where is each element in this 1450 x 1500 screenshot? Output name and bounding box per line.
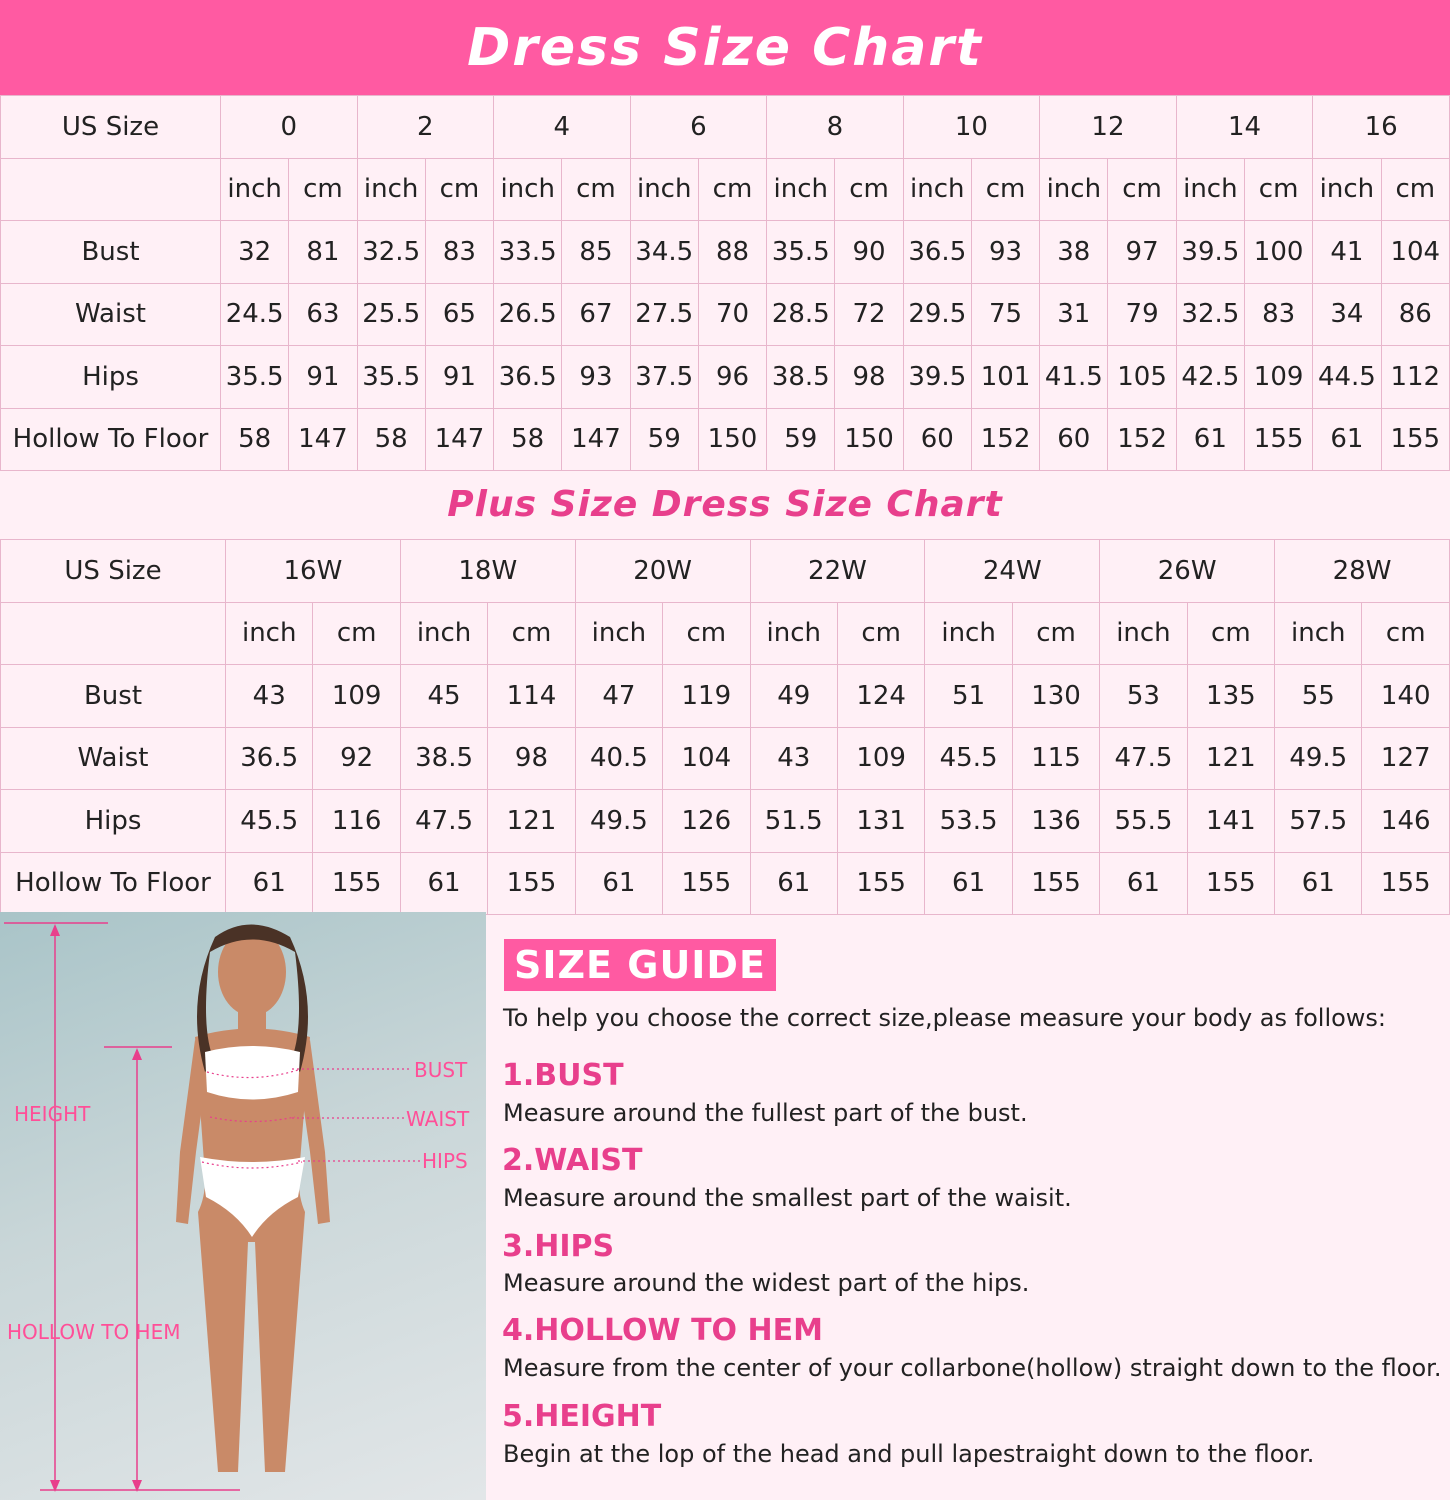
measurement-value: 51.5: [750, 790, 837, 853]
measurement-value: 32.5: [357, 221, 425, 284]
measurement-value: 32: [221, 221, 289, 284]
measurement-value: 155: [1244, 408, 1312, 471]
measurement-value: 47.5: [400, 790, 487, 853]
step-hips-title: 3.HIPS: [502, 1229, 615, 1264]
us-size-label: US Size: [1, 540, 226, 603]
measurement-label: Hollow To Floor: [1, 852, 226, 915]
size-guide-intro: To help you choose the correct size,please measure your body as follows:: [503, 1004, 1387, 1032]
measurement-value: 60: [1040, 408, 1108, 471]
measurement-value: 49.5: [575, 790, 662, 853]
title-banner: [0, 0, 1450, 96]
us-size-label: US Size: [1, 96, 221, 159]
size-header-cell: 26W: [1100, 540, 1275, 603]
measurement-value: 43: [750, 727, 837, 790]
unit-cm-cell: cm: [835, 158, 903, 221]
measurement-value: 31: [1040, 283, 1108, 346]
measurement-value: 32.5: [1176, 283, 1244, 346]
unit-row: [1, 602, 1450, 665]
measurement-value: 147: [562, 408, 630, 471]
measurement-value: 51: [925, 665, 1012, 728]
size-header-cell: 10: [903, 96, 1040, 159]
size-header-cell: 16: [1313, 96, 1450, 159]
size-guide-badge: SIZE GUIDE: [504, 939, 776, 991]
measurement-value: 45: [400, 665, 487, 728]
unit-cm-cell: cm: [837, 602, 924, 665]
measurement-value: 53.5: [925, 790, 1012, 853]
measurement-value: 121: [488, 790, 575, 853]
measurement-value: 57.5: [1275, 790, 1362, 853]
measurement-value: 61: [1176, 408, 1244, 471]
measurement-label: Waist: [1, 727, 226, 790]
measurement-value: 155: [663, 852, 750, 915]
measurement-value: 116: [313, 790, 400, 853]
measurement-value: 135: [1187, 665, 1274, 728]
measurement-value: 96: [698, 346, 766, 409]
measurement-value: 49.5: [1275, 727, 1362, 790]
measurement-row: [1, 727, 1450, 790]
measurement-value: 155: [313, 852, 400, 915]
measurement-value: 155: [1381, 408, 1449, 471]
measurement-value: 152: [971, 408, 1039, 471]
waist-label: WAIST: [406, 1107, 470, 1131]
size-header-cell: 18W: [400, 540, 575, 603]
measurement-figure: [0, 912, 486, 1500]
size-header-cell: 0: [221, 96, 358, 159]
unit-inch-cell: inch: [400, 602, 487, 665]
measurement-value: 37.5: [630, 346, 698, 409]
unit-row-spacer: [1, 158, 221, 221]
measurement-value: 61: [750, 852, 837, 915]
measurement-value: 79: [1108, 283, 1176, 346]
measurement-value: 42.5: [1176, 346, 1244, 409]
measurement-value: 98: [835, 346, 903, 409]
unit-inch-cell: inch: [1275, 602, 1362, 665]
measurement-value: 146: [1362, 790, 1450, 853]
unit-inch-cell: inch: [1176, 158, 1244, 221]
measurement-value: 126: [663, 790, 750, 853]
step-waist-desc: Measure around the smallest part of the waisit.: [503, 1184, 1072, 1212]
measurement-row: [1, 790, 1450, 853]
measurement-value: 98: [488, 727, 575, 790]
measurement-value: 93: [971, 221, 1039, 284]
measurement-value: 41.5: [1040, 346, 1108, 409]
plus-size-heading: [0, 470, 1450, 538]
unit-inch-cell: inch: [925, 602, 1012, 665]
unit-cm-cell: cm: [663, 602, 750, 665]
measurement-value: 147: [425, 408, 493, 471]
measurement-value: 91: [425, 346, 493, 409]
unit-inch-cell: inch: [226, 602, 313, 665]
measurement-value: 58: [221, 408, 289, 471]
size-header-cell: 4: [494, 96, 631, 159]
measurement-value: 44.5: [1313, 346, 1381, 409]
measurement-label: Bust: [1, 665, 226, 728]
unit-inch-cell: inch: [357, 158, 425, 221]
measurement-value: 155: [488, 852, 575, 915]
measurement-value: 61: [575, 852, 662, 915]
measurement-value: 43: [226, 665, 313, 728]
measurement-value: 127: [1362, 727, 1450, 790]
unit-cm-cell: cm: [1012, 602, 1099, 665]
measurement-value: 59: [630, 408, 698, 471]
measurement-value: 55.5: [1100, 790, 1187, 853]
measurement-value: 83: [425, 221, 493, 284]
unit-cm-cell: cm: [971, 158, 1039, 221]
measurement-value: 105: [1108, 346, 1176, 409]
size-guide: [486, 912, 1450, 1500]
size-header-row: [1, 540, 1450, 603]
unit-inch-cell: inch: [221, 158, 289, 221]
measurement-value: 27.5: [630, 283, 698, 346]
measurement-value: 67: [562, 283, 630, 346]
measurement-value: 114: [488, 665, 575, 728]
size-header-cell: 2: [357, 96, 494, 159]
measurement-value: 28.5: [767, 283, 835, 346]
size-header-cell: 16W: [226, 540, 401, 603]
unit-inch-cell: inch: [1040, 158, 1108, 221]
size-header-cell: 24W: [925, 540, 1100, 603]
measurement-value: 38.5: [767, 346, 835, 409]
measurement-value: 104: [663, 727, 750, 790]
measurement-value: 55: [1275, 665, 1362, 728]
height-label: HEIGHT: [14, 1102, 91, 1126]
measurement-value: 38: [1040, 221, 1108, 284]
measurement-value: 61: [1275, 852, 1362, 915]
measurement-value: 70: [698, 283, 766, 346]
measurement-value: 58: [357, 408, 425, 471]
standard-size-table: [0, 95, 1450, 471]
measurement-value: 36.5: [494, 346, 562, 409]
step-height-desc: Begin at the lop of the head and pull lapestraight down to the floor.: [503, 1440, 1315, 1468]
measurement-value: 150: [835, 408, 903, 471]
measurement-row: [1, 665, 1450, 728]
hips-label: HIPS: [422, 1149, 468, 1173]
measurement-value: 61: [925, 852, 1012, 915]
unit-cm-cell: cm: [1187, 602, 1274, 665]
unit-cm-cell: cm: [289, 158, 357, 221]
unit-cm-cell: cm: [488, 602, 575, 665]
measurement-value: 104: [1381, 221, 1449, 284]
measurement-value: 29.5: [903, 283, 971, 346]
measurement-value: 72: [835, 283, 903, 346]
unit-inch-cell: inch: [630, 158, 698, 221]
unit-row: [1, 158, 1450, 221]
measurement-value: 47.5: [1100, 727, 1187, 790]
measurement-value: 59: [767, 408, 835, 471]
measurement-value: 155: [837, 852, 924, 915]
measurement-value: 41: [1313, 221, 1381, 284]
size-header-cell: 14: [1176, 96, 1313, 159]
bust-label: BUST: [414, 1058, 468, 1082]
measurement-value: 33.5: [494, 221, 562, 284]
measurement-label: Hips: [1, 346, 221, 409]
unit-cm-cell: cm: [1108, 158, 1176, 221]
unit-inch-cell: inch: [575, 602, 662, 665]
measurement-value: 49: [750, 665, 837, 728]
measurement-value: 155: [1187, 852, 1274, 915]
plus-size-title: Plus Size Dress Size Chart: [447, 483, 1003, 525]
measurement-value: 155: [1362, 852, 1450, 915]
measurement-value: 155: [1012, 852, 1099, 915]
measurement-label: Waist: [1, 283, 221, 346]
measurement-value: 45.5: [925, 727, 1012, 790]
unit-cm-cell: cm: [1381, 158, 1449, 221]
measurement-label: Hips: [1, 790, 226, 853]
measurement-value: 121: [1187, 727, 1274, 790]
measurement-value: 100: [1244, 221, 1312, 284]
unit-inch-cell: inch: [1313, 158, 1381, 221]
size-header-cell: 12: [1040, 96, 1177, 159]
measurement-value: 53: [1100, 665, 1187, 728]
unit-cm-cell: cm: [313, 602, 400, 665]
measurement-value: 39.5: [1176, 221, 1244, 284]
measurement-value: 109: [313, 665, 400, 728]
measurement-value: 65: [425, 283, 493, 346]
size-header-row: [1, 96, 1450, 159]
step-bust-title: 1.BUST: [502, 1058, 624, 1093]
measurement-row: [1, 221, 1450, 284]
unit-cm-cell: cm: [698, 158, 766, 221]
measurement-value: 140: [1362, 665, 1450, 728]
plus-size-table: [0, 539, 1450, 915]
measurement-value: 34: [1313, 283, 1381, 346]
unit-inch-cell: inch: [494, 158, 562, 221]
measurement-value: 61: [226, 852, 313, 915]
measurement-value: 61: [400, 852, 487, 915]
measurement-value: 45.5: [226, 790, 313, 853]
unit-cm-cell: cm: [425, 158, 493, 221]
measurement-value: 131: [837, 790, 924, 853]
measurement-value: 38.5: [400, 727, 487, 790]
measurement-value: 136: [1012, 790, 1099, 853]
measurement-value: 101: [971, 346, 1039, 409]
size-header-cell: 8: [767, 96, 904, 159]
unit-inch-cell: inch: [750, 602, 837, 665]
hollow-to-hem-label: HOLLOW TO HEM: [7, 1320, 181, 1344]
measurement-value: 115: [1012, 727, 1099, 790]
measurement-value: 36.5: [903, 221, 971, 284]
measurement-value: 35.5: [221, 346, 289, 409]
unit-inch-cell: inch: [903, 158, 971, 221]
unit-cm-cell: cm: [1362, 602, 1450, 665]
unit-inch-cell: inch: [1100, 602, 1187, 665]
size-header-cell: 28W: [1275, 540, 1450, 603]
measurement-value: 34.5: [630, 221, 698, 284]
measurement-value: 39.5: [903, 346, 971, 409]
measurement-value: 90: [835, 221, 903, 284]
measurement-value: 86: [1381, 283, 1449, 346]
measurement-value: 150: [698, 408, 766, 471]
measurement-value: 40.5: [575, 727, 662, 790]
measurement-value: 152: [1108, 408, 1176, 471]
step-hollow-title: 4.HOLLOW TO HEM: [502, 1313, 823, 1348]
measurement-value: 93: [562, 346, 630, 409]
measurement-value: 130: [1012, 665, 1099, 728]
step-height-title: 5.HEIGHT: [502, 1399, 662, 1434]
figure-illustration: [0, 912, 486, 1500]
measurement-value: 47: [575, 665, 662, 728]
measurement-value: 92: [313, 727, 400, 790]
step-hips-desc: Measure around the widest part of the hips.: [503, 1269, 1030, 1297]
measurement-value: 119: [663, 665, 750, 728]
step-hollow-desc: Measure from the center of your collarbone(hollow) straight down to the floor.: [503, 1354, 1442, 1382]
measurement-label: Hollow To Floor: [1, 408, 221, 471]
measurement-row: [1, 283, 1450, 346]
unit-cm-cell: cm: [1244, 158, 1312, 221]
measurement-value: 75: [971, 283, 1039, 346]
measurement-value: 35.5: [357, 346, 425, 409]
measurement-value: 60: [903, 408, 971, 471]
measurement-label: Bust: [1, 221, 221, 284]
unit-inch-cell: inch: [767, 158, 835, 221]
measurement-value: 147: [289, 408, 357, 471]
measurement-row: [1, 346, 1450, 409]
measurement-value: 88: [698, 221, 766, 284]
measurement-value: 83: [1244, 283, 1312, 346]
measurement-row: [1, 408, 1450, 471]
unit-row-spacer: [1, 602, 226, 665]
measurement-value: 61: [1100, 852, 1187, 915]
measurement-value: 35.5: [767, 221, 835, 284]
measurement-value: 25.5: [357, 283, 425, 346]
measurement-value: 81: [289, 221, 357, 284]
measurement-value: 109: [1244, 346, 1312, 409]
step-waist-title: 2.WAIST: [502, 1143, 643, 1178]
measurement-value: 124: [837, 665, 924, 728]
measurement-value: 91: [289, 346, 357, 409]
measurement-value: 112: [1381, 346, 1449, 409]
size-header-cell: 22W: [750, 540, 925, 603]
measurement-value: 26.5: [494, 283, 562, 346]
size-header-cell: 6: [630, 96, 767, 159]
measurement-value: 97: [1108, 221, 1176, 284]
measurement-value: 63: [289, 283, 357, 346]
measurement-value: 24.5: [221, 283, 289, 346]
measurement-row: [1, 852, 1450, 915]
unit-cm-cell: cm: [562, 158, 630, 221]
measurement-value: 61: [1313, 408, 1381, 471]
size-header-cell: 20W: [575, 540, 750, 603]
measurement-value: 109: [837, 727, 924, 790]
step-bust-desc: Measure around the fullest part of the bust.: [503, 1099, 1028, 1127]
measurement-value: 58: [494, 408, 562, 471]
measurement-value: 85: [562, 221, 630, 284]
measurement-value: 141: [1187, 790, 1274, 853]
page-title: Dress Size Chart: [467, 18, 983, 78]
measurement-value: 36.5: [226, 727, 313, 790]
